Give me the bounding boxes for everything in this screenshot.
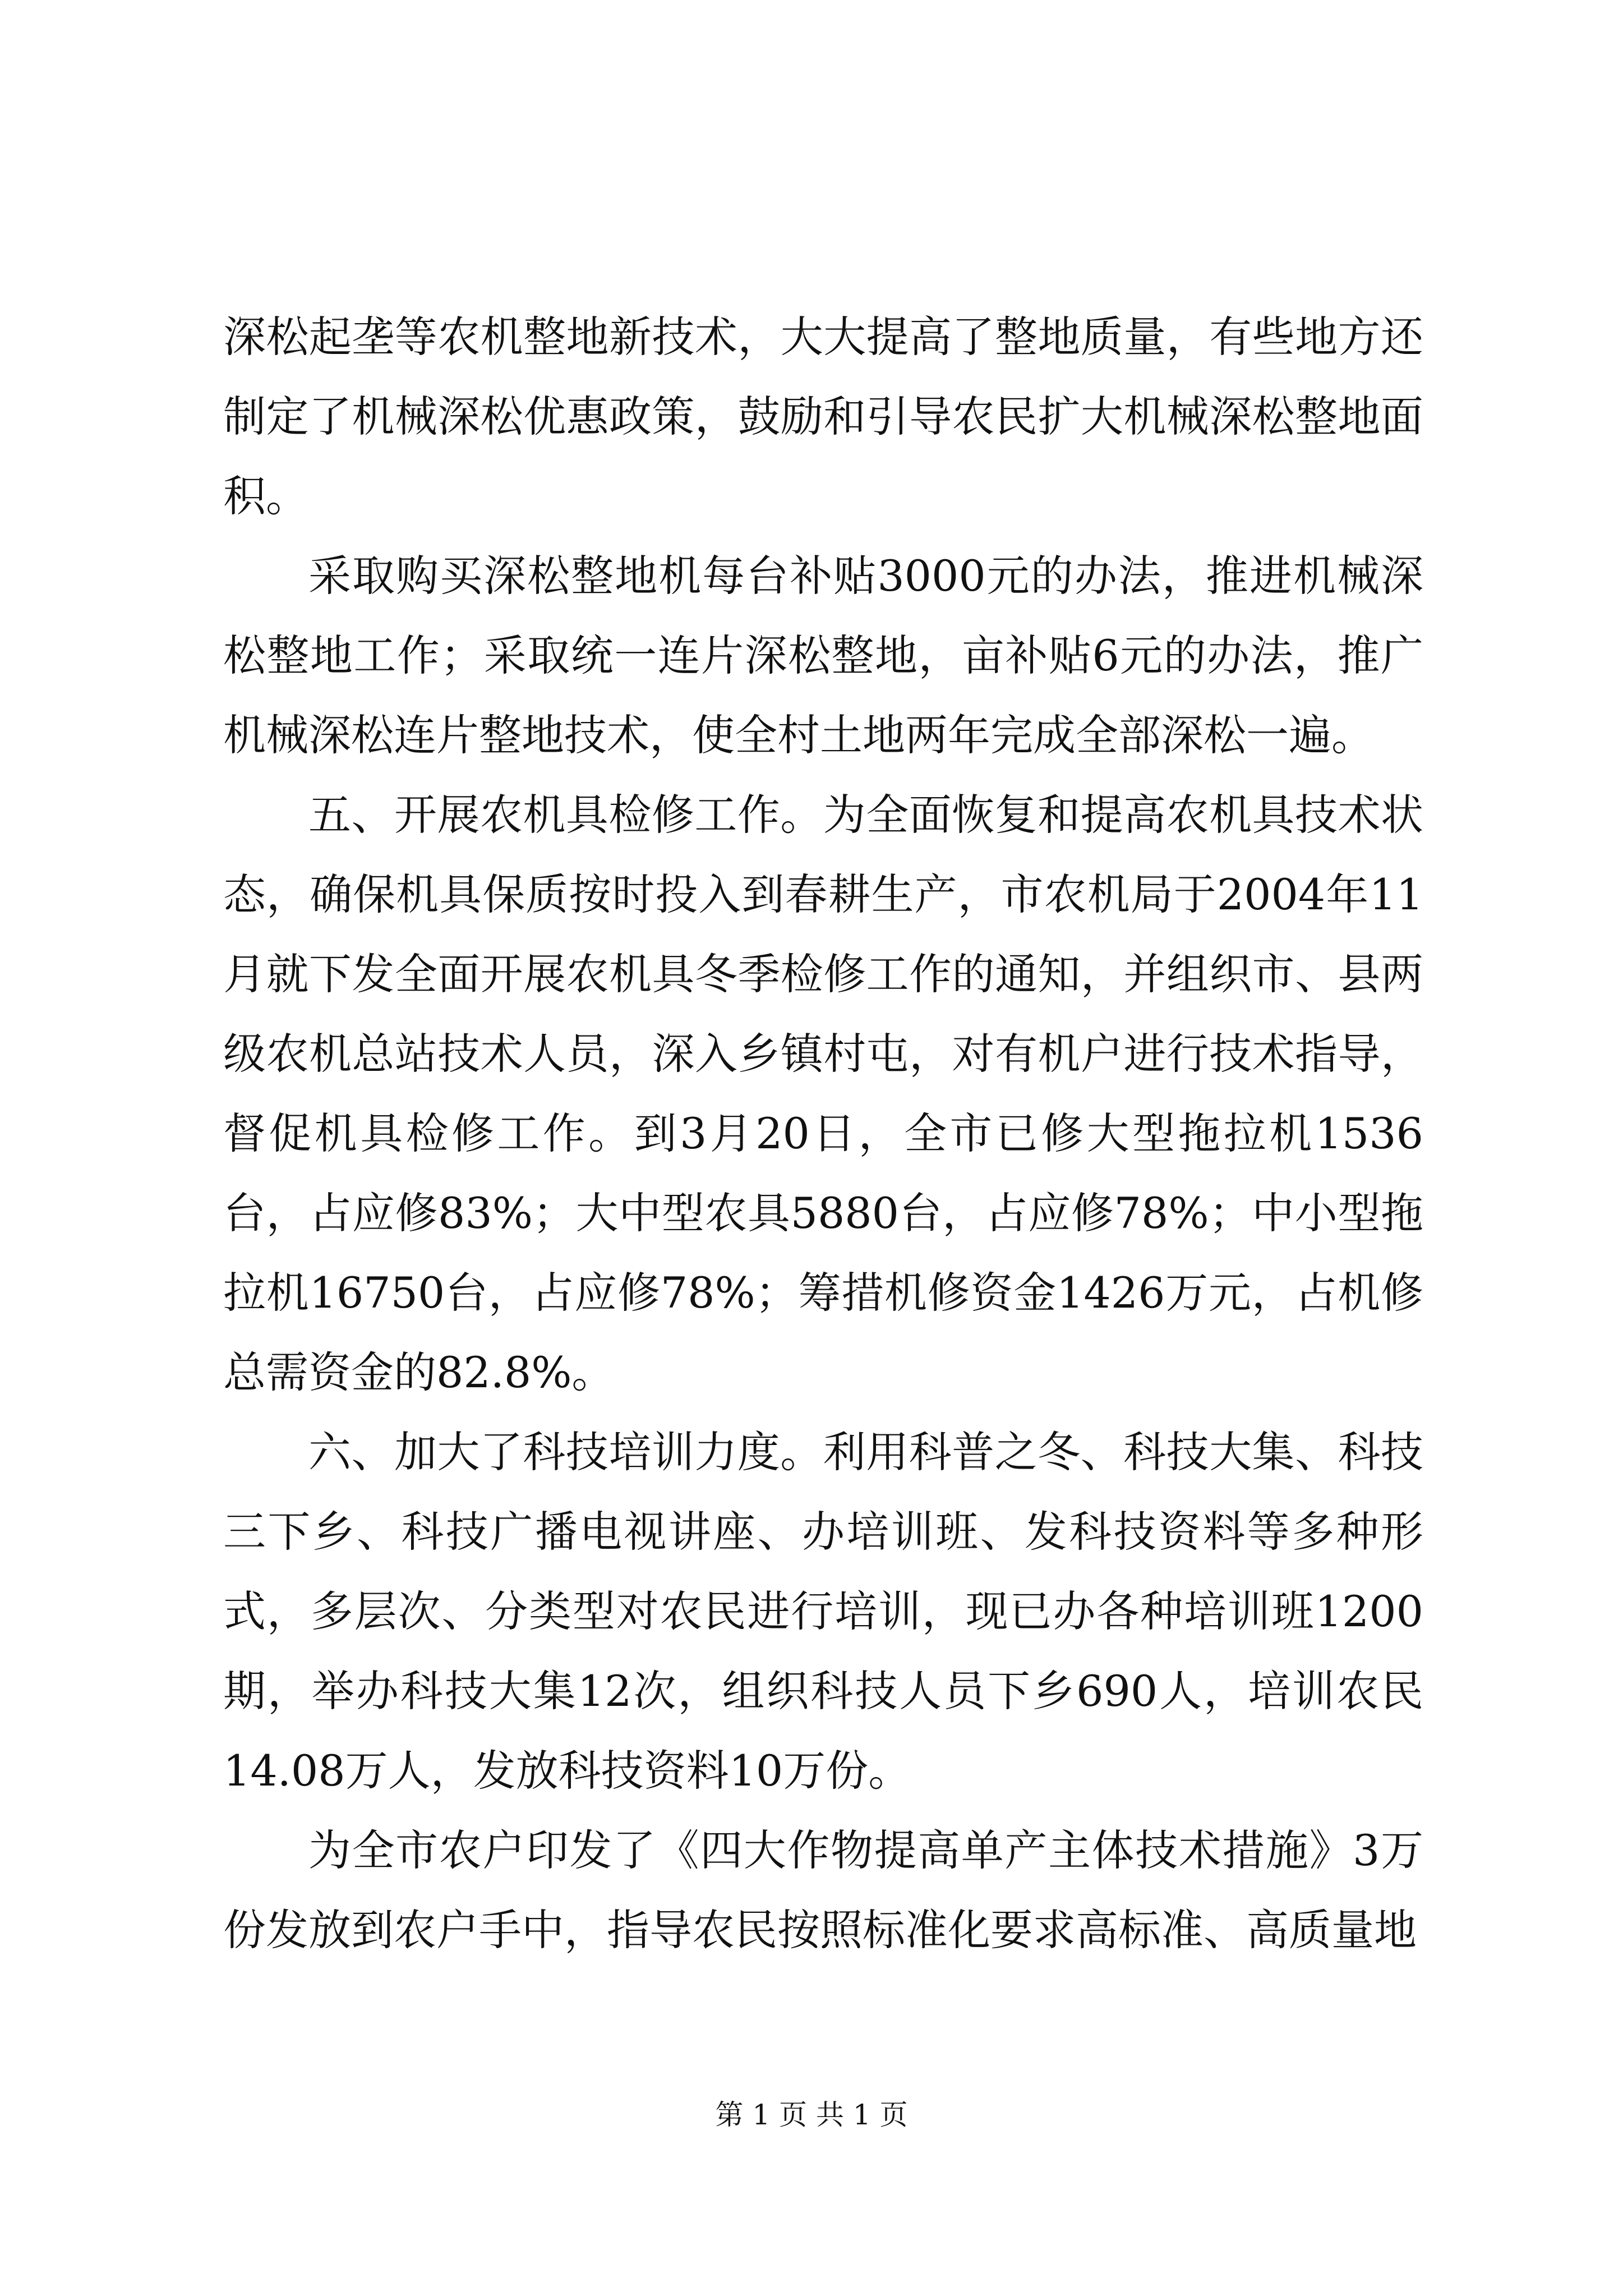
paragraph-5: 为全市农户印发了《四大作物提高单产主体技术措施》3万份发放到农户手中，指导农民按照标准化要求高标准、高质量地	[223, 1825, 1423, 1955]
paragraph-2: 采取购买深松整地机每台补贴3000元的办法，推进机械深松整地工作；采取统一连片深松整地，亩补贴6元的办法，推广机械深松连片整地技术，使全村土地两年完成全部深松一遍。	[223, 551, 1423, 760]
page-footer: 第 1 页 共 1 页	[715, 2099, 908, 2131]
paragraph-3: 五、开展农机具检修工作。为全面恢复和提高农机具技术状态，确保机具保质按时投入到春耕生产，市农机局于2004年11月就下发全面开展农机具冬季检修工作的通知，并组织市、县两级农机总站技术人员，深入乡镇村屯，对有机户进行技术指导，督促机具检修工作。到3月20日，全市已修大型拖拉机1536台，占应修83%；大中型农具5880台，占应修78%；中小型拖拉机16750台，占应修78%；筹措机修资金1426万元，占机修总需资金的82.8%。	[223, 790, 1423, 1397]
document-body	[223, 297, 1423, 1970]
paragraph-4: 六、加大了科技培训力度。利用科普之冬、科技大集、科技三下乡、科技广播电视讲座、办培训班、发科技资料等多种形式，多层次、分类型对农民进行培训，现已办各种培训班1200期，举办科技大集12次，组织科技人员下乡690人，培训农民14.08万人，发放科技资料10万份。	[223, 1427, 1423, 1796]
paragraph-1: 深松起垄等农机整地新技术，大大提高了整地质量，有些地方还制定了机械深松优惠政策，鼓励和引导农民扩大机械深松整地面积。	[223, 312, 1423, 521]
